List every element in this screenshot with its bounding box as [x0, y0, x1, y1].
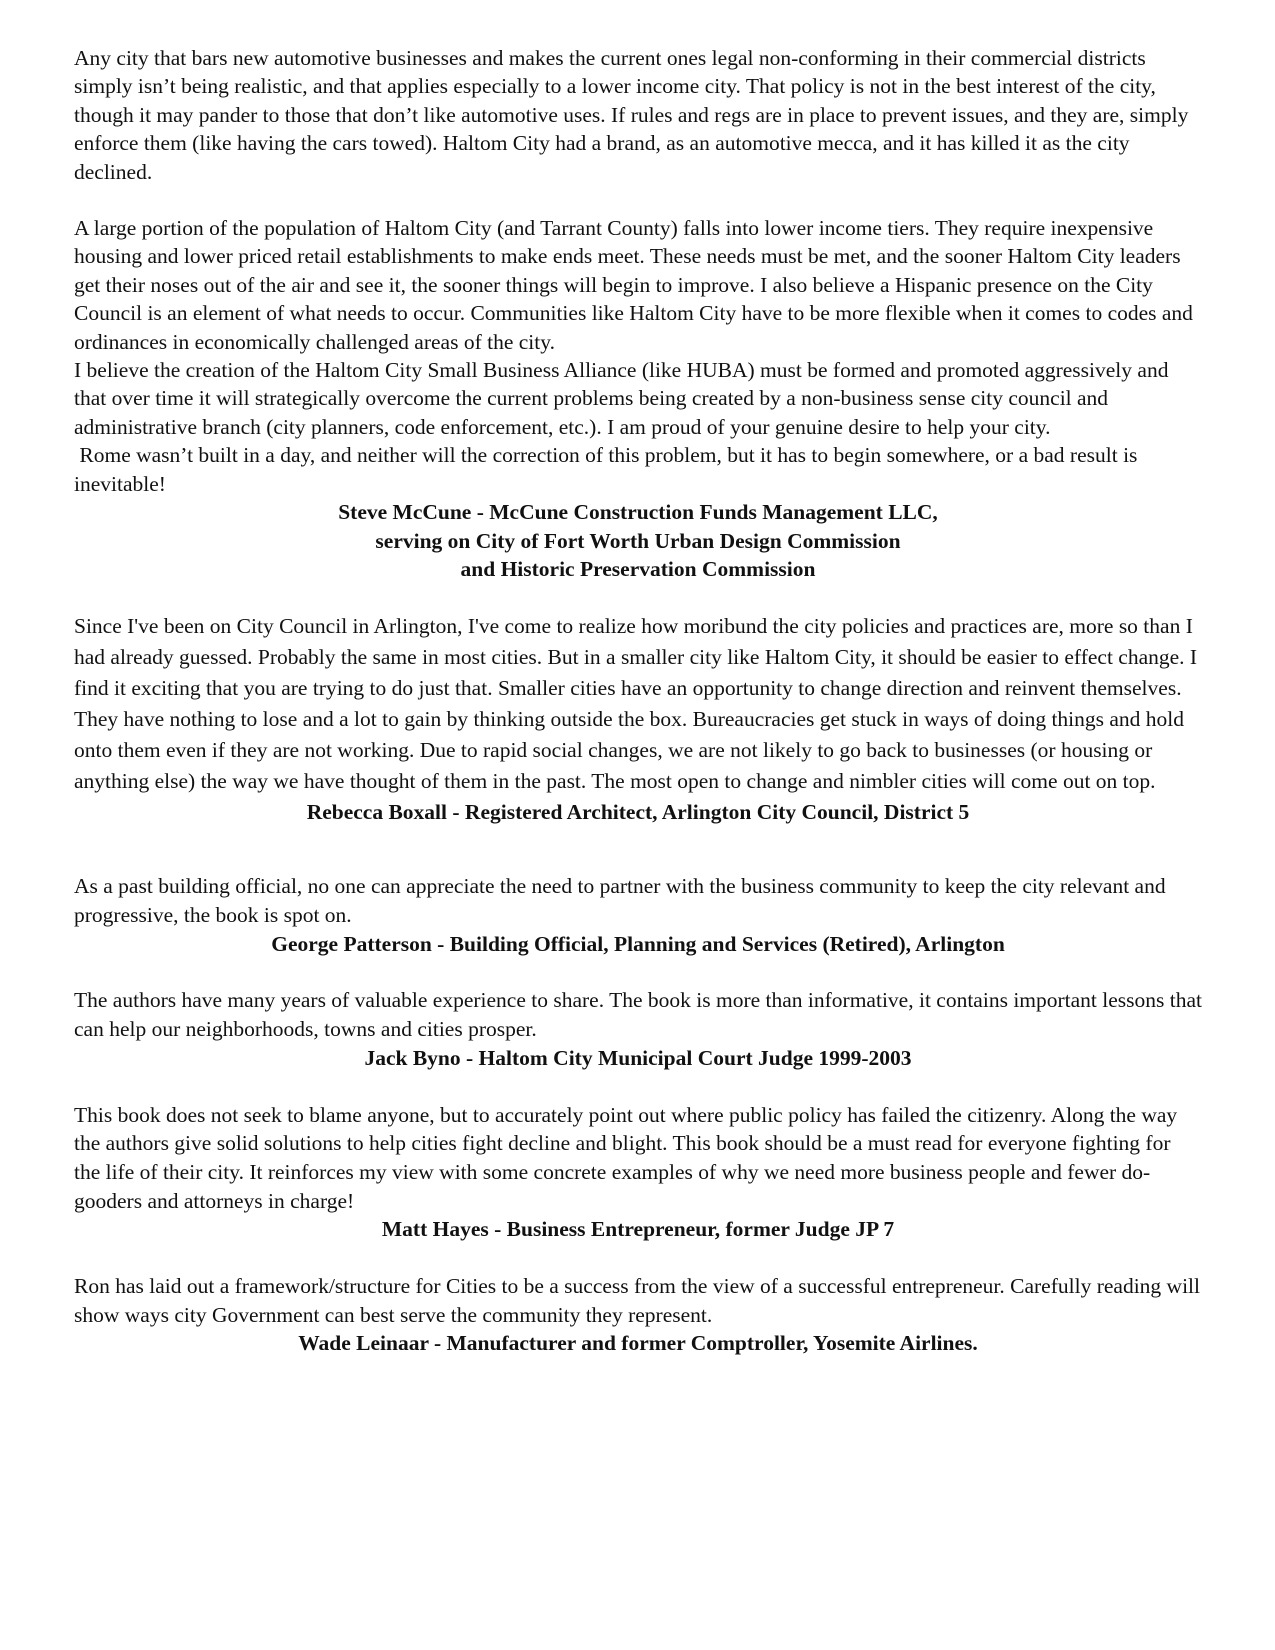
- section-spacer: [74, 1073, 1202, 1101]
- testimonial-attribution: Jack Byno - Haltom City Municipal Court Judge 1999-2003: [364, 1045, 912, 1070]
- testimonial-byno: [74, 986, 1202, 1072]
- testimonial-paragraph: I believe the creation of the Haltom City Small Business Alliance (like HUBA) must be formed and promoted aggressively and that over time it will strategically overcome the current problems being created by a non-business sense city council and administrative branch (city planners, code enforcement, etc.). I am proud of your genuine desire to help your city.: [74, 358, 1169, 439]
- section-spacer: [74, 828, 1202, 872]
- testimonial-paragraph: This book does not seek to blame anyone, but to accurately point out where public policy has failed the citizenry. Along the way the authors give solid solutions to help cities fight decline and blight. This book should be a must read for everyone fighting for the life of their city. It reinforces my view with some concrete examples of why we need more business people and fewer do-gooders and attorneys in charge!: [74, 1102, 1178, 1213]
- testimonial-paragraph: As a past building official, no one can appreciate the need to partner with the business community to keep the city relevant and progressive, the book is spot on.: [74, 874, 1166, 928]
- testimonial-attribution: serving on City of Fort Worth Urban Design Commission: [375, 528, 901, 553]
- testimonial-paragraph: Any city that bars new automotive businesses and makes the current ones legal non-conforming in their commercial districts simply isn’t being realistic, and that applies especially to a lower income city. That policy is not in the best interest of the city, though it may pander to those that don’t like automotive uses. If rules and regs are in place to prevent issues, and they are, simply enforce them (like having the cars towed). Haltom City had a brand, as an automotive mecca, and it has killed it as the city declined.: [74, 46, 1189, 184]
- testimonial-attribution: Matt Hayes - Business Entrepreneur, former Judge JP 7: [381, 1217, 895, 1242]
- testimonial-attribution: Rebecca Boxall - Registered Architect, Arlington City Council, District 5: [306, 800, 970, 825]
- testimonial-attribution: George Patterson - Building Official, Planning and Services (Retired), Arlington: [271, 931, 1005, 956]
- testimonial-patterson: [74, 872, 1202, 958]
- section-spacer: [74, 583, 1202, 611]
- testimonial-attribution: Wade Leinaar - Manufacturer and former Comptroller, Yosemite Airlines.: [298, 1331, 978, 1356]
- testimonial-paragraph: A large portion of the population of Haltom City (and Tarrant County) falls into lower income tiers. They require inexpensive housing and lower priced retail establishments to make ends meet. These needs must be met, and the sooner Haltom City leaders get their noses out of the air and see it, the sooner things will begin to improve. I also believe a Hispanic presence on the City Council is an element of what needs to occur. Communities like Haltom City have to be more flexible when it comes to codes and ordinances in economically challenged areas of the city.: [74, 216, 1193, 354]
- section-spacer: [74, 1244, 1202, 1272]
- section-spacer: [74, 958, 1202, 986]
- testimonial-paragraph: Ron has laid out a framework/structure for Cities to be a success from the view of a successful entrepreneur. Carefully reading will show ways city Government can best serve the community they represent.: [74, 1274, 1200, 1327]
- testimonial-boxall: [74, 611, 1202, 828]
- testimonial-hayes: [74, 1101, 1202, 1245]
- testimonial-paragraph: The authors have many years of valuable experience to share. The book is more than informative, it contains important lessons that can help our neighborhoods, towns and cities prosper.: [74, 988, 1203, 1042]
- document-page: [74, 44, 1202, 1358]
- testimonial-leinaar: [74, 1272, 1202, 1358]
- testimonial-mccune: [74, 44, 1202, 583]
- testimonial-paragraph: Rome wasn’t built in a day, and neither will the correction of this problem, but it has to begin somewhere, or a bad result is inevitable!: [74, 443, 1143, 496]
- testimonial-attribution: Steve McCune - McCune Construction Funds Management LLC,: [338, 500, 938, 525]
- testimonial-attribution: and Historic Preservation Commission: [460, 556, 816, 581]
- testimonial-paragraph: Since I've been on City Council in Arlington, I've come to realize how moribund the city policies and practices are, more so than I had already guessed. Probably the same in most cities. But in a smaller city like Haltom City, it should be easier to effect change. I find it exciting that you are trying to do just that. Smaller cities have an opportunity to change direction and reinvent themselves. They have nothing to lose and a lot to gain by thinking outside the box. Bureaucracies get stuck in ways of doing things and hold onto them even if they are not working. Due to rapid social changes, we are not likely to go back to businesses (or housing or anything else) the way we have thought of them in the past. The most open to change and nimbler cities will come out on top.: [74, 614, 1198, 794]
- paragraph-spacer: [74, 186, 1202, 214]
